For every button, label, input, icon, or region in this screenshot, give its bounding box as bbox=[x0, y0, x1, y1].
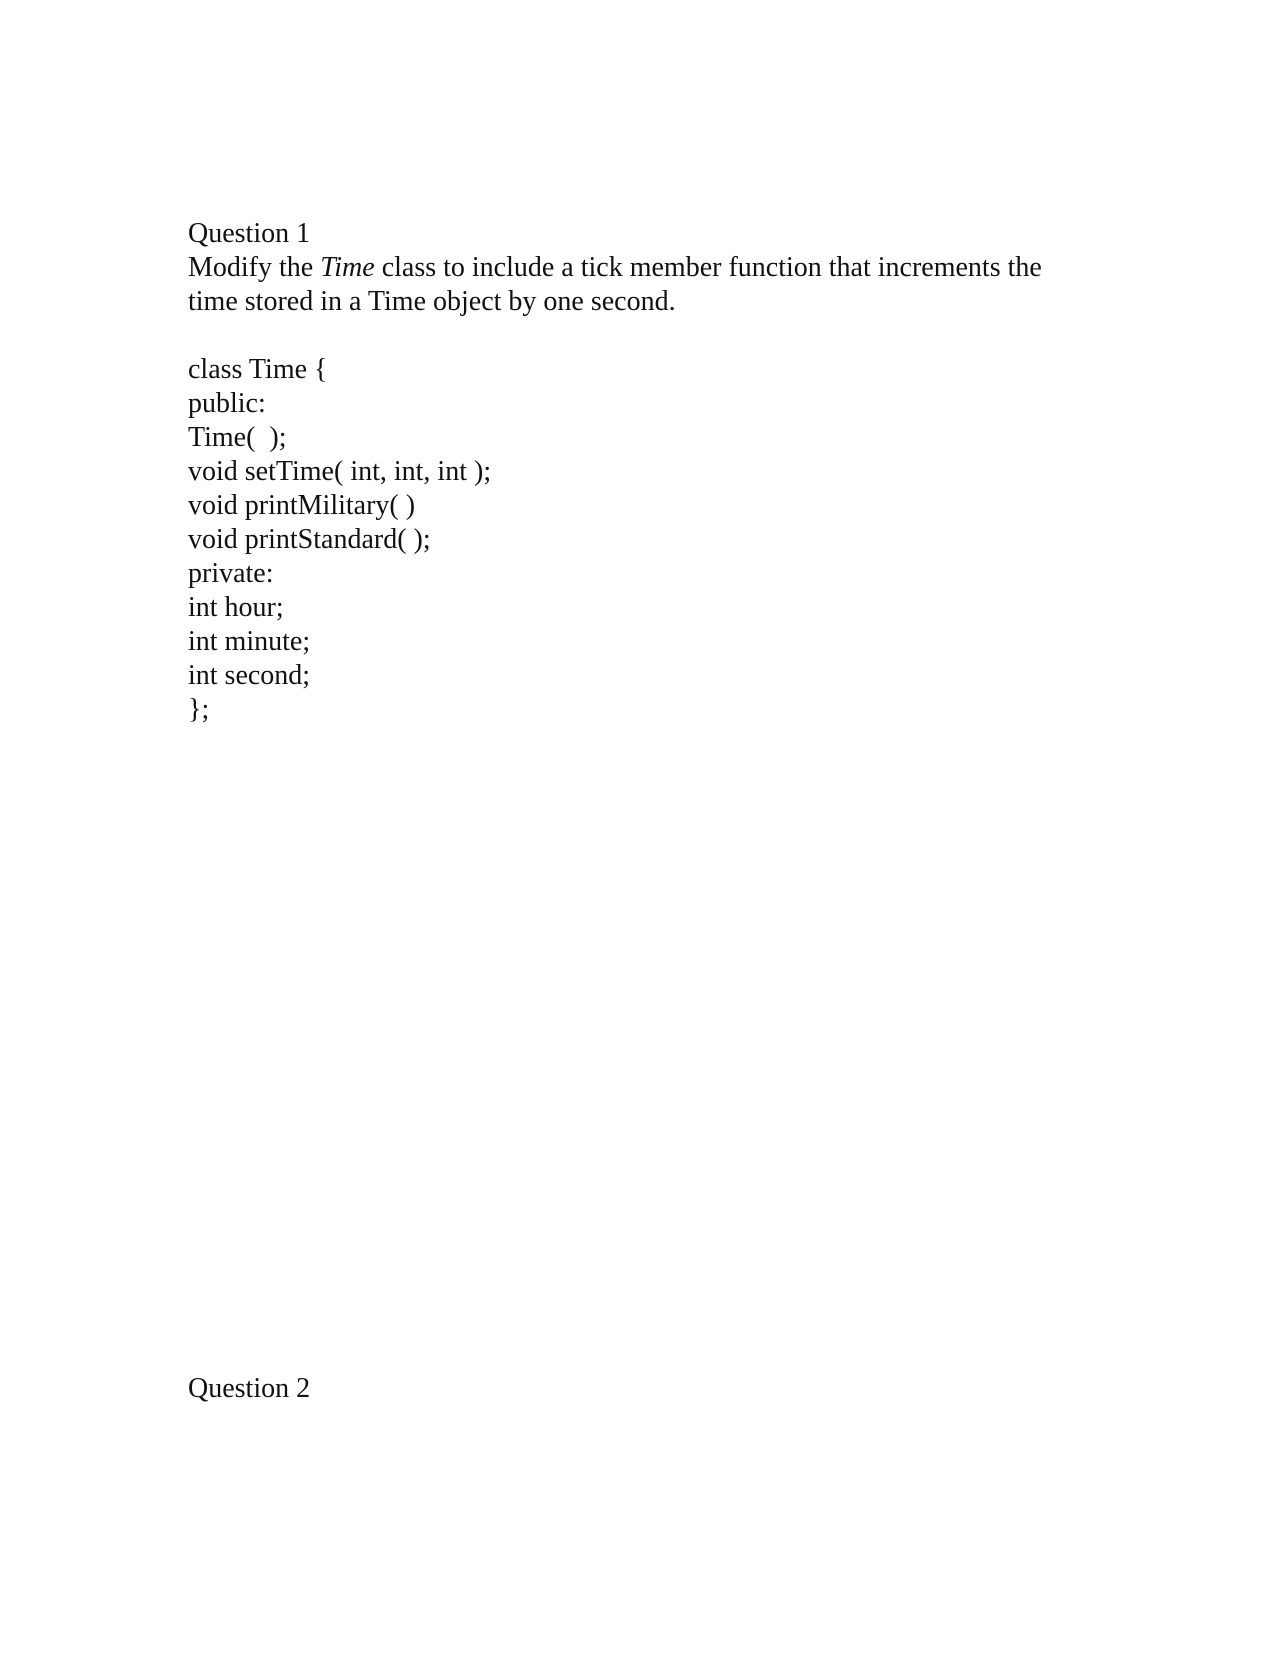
code-line: }; bbox=[188, 694, 210, 725]
question-1-prompt bbox=[188, 251, 1108, 319]
code-line: int second; bbox=[188, 660, 311, 691]
code-line: private: bbox=[188, 558, 274, 589]
code-line: public: bbox=[188, 388, 266, 419]
code-line: void setTime( int, int, int ); bbox=[188, 456, 492, 487]
question-2-heading: Question 2 bbox=[188, 1373, 311, 1404]
question-1 bbox=[188, 217, 1108, 727]
question-2 bbox=[188, 1372, 310, 1406]
code-line: int hour; bbox=[188, 592, 284, 623]
code-line: Time( ); bbox=[188, 422, 287, 453]
prompt-line-1-start: Modify the bbox=[188, 252, 321, 283]
paragraph-gap bbox=[188, 319, 1108, 353]
code-line: void printMilitary( ) bbox=[188, 490, 416, 521]
code-line: int minute; bbox=[188, 626, 311, 657]
question-1-heading: Question 1 bbox=[188, 218, 311, 249]
prompt-class-name: Time bbox=[320, 252, 375, 283]
code-line: class Time { bbox=[188, 354, 328, 385]
prompt-line-1-end: class to include a tick member function that increments the bbox=[374, 252, 1042, 283]
code-block bbox=[188, 353, 1108, 727]
prompt-line-2: time stored in a Time object by one second. bbox=[188, 286, 676, 317]
code-line: void printStandard( ); bbox=[188, 524, 431, 555]
prompt-line-1 bbox=[188, 251, 1108, 285]
